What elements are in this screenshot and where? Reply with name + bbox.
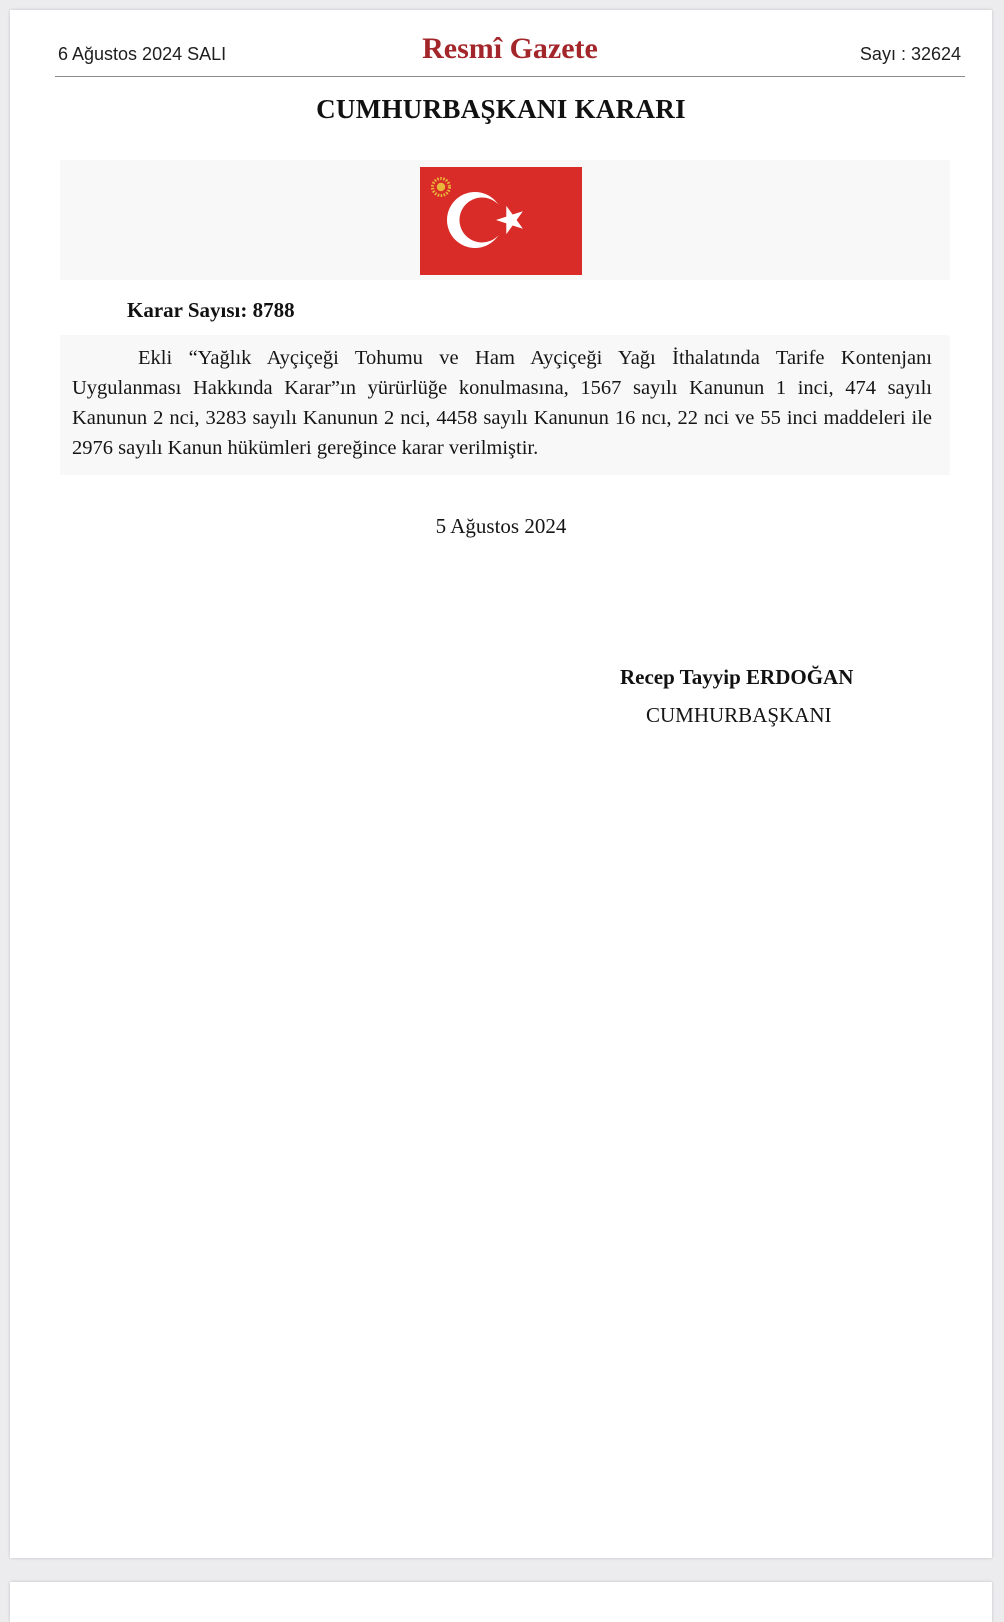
decree-body: Ekli “Yağlık Ayçiçeği Tohumu ve Ham Ayçiçeği Yağı İthalatında Tarife Kontenjanı Uygulanması Hakkında Karar”ın yürürlüğe konulmasına, 1567 sayılı Kanunun 1 inci, 474 sayılı Kanunun 2 nci, 3283 sayılı Kanunun 2 nci, 4458 sayılı Kanunun 16 ncı, 22 nci ve 55 inci maddeleri ile 2976 sayılı Kanun hükümleri gereğince karar verilmiştir. bbox=[72, 347, 932, 459]
gazette-title: Resmî Gazete bbox=[422, 32, 598, 65]
turkish-flag-icon bbox=[420, 167, 582, 275]
signatory-title: CUMHURBAŞKANI bbox=[646, 703, 832, 727]
signatory-name: Recep Tayyip ERDOĞAN bbox=[620, 665, 854, 689]
decree-date: 5 Ağustos 2024 bbox=[435, 514, 567, 538]
document-page bbox=[10, 10, 992, 1558]
issue-number: Sayı : 32624 bbox=[859, 44, 961, 64]
gazette-header bbox=[55, 24, 965, 77]
document-title: CUMHURBAŞKANI KARARI bbox=[316, 94, 686, 124]
publication-date: 6 Ağustos 2024 SALI bbox=[58, 44, 227, 64]
next-page-edge bbox=[10, 1582, 992, 1622]
decision-number: Karar Sayısı: 8788 bbox=[127, 298, 295, 322]
